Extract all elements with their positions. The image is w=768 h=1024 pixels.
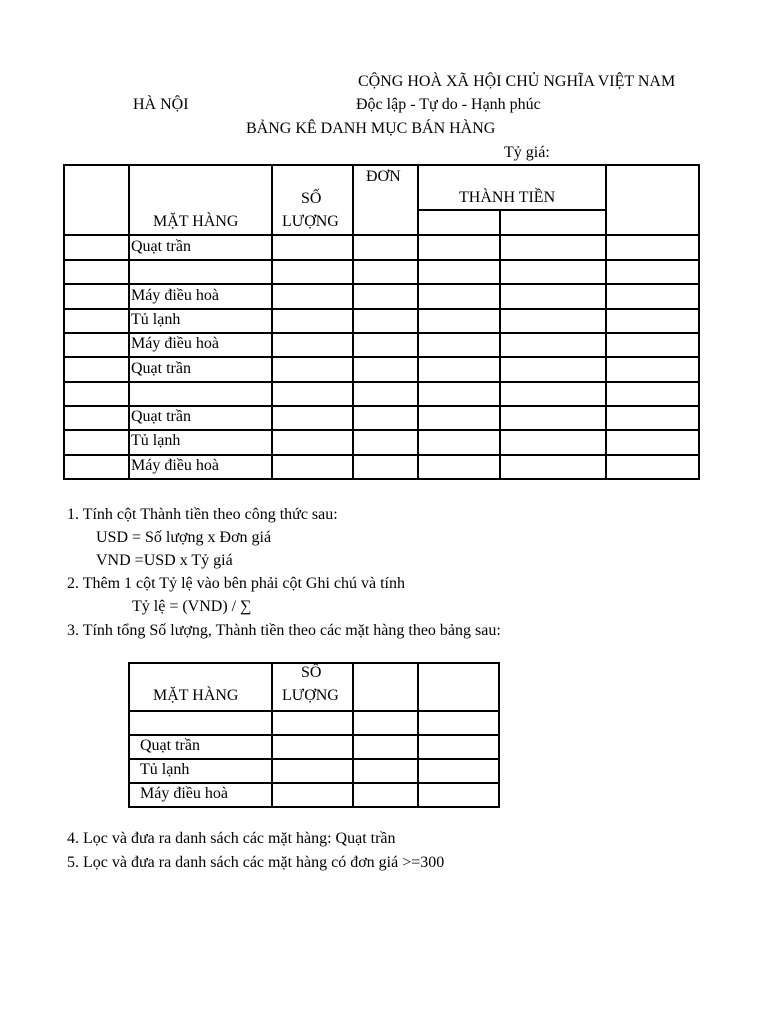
table-border xyxy=(417,662,419,808)
table-border xyxy=(128,758,500,760)
instruction-step-2: 2. Thêm 1 cột Tỷ lệ vào bên phải cột Ghi chú và tính xyxy=(67,575,405,592)
instruction-formula-ratio: Tỷ lệ = (VND) / ∑ xyxy=(132,598,252,615)
page-title: BẢNG KÊ DANH MỤC BÁN HÀNG xyxy=(246,120,496,137)
table-border xyxy=(128,782,500,784)
exchange-rate-label: Tỷ giá: xyxy=(504,144,550,161)
column-header-item: MẶT HÀNG xyxy=(153,213,239,230)
motto: Độc lập - Tự do - Hạnh phúc xyxy=(356,96,541,113)
summary-row-item: Quạt trần xyxy=(140,737,200,754)
summary-header-qty-line2: LƯỢNG xyxy=(282,687,339,704)
table-border xyxy=(352,662,354,808)
column-header-price: ĐƠN xyxy=(366,168,401,185)
instruction-step-1: 1. Tính cột Thành tiền theo công thức sau: xyxy=(67,506,338,523)
table-row-item: Máy điều hoà xyxy=(131,287,219,304)
summary-row-item: Tủ lạnh xyxy=(140,761,190,778)
table-border xyxy=(128,806,500,808)
instruction-step-4: 4. Lọc và đưa ra danh sách các mặt hàng: Quạt trần xyxy=(67,830,396,847)
table-row-item: Máy điều hoà xyxy=(131,457,219,474)
republic-heading: CỘNG HOÀ XÃ HỘI CHỦ NGHĨA VIỆT NAM xyxy=(358,73,676,90)
table-border xyxy=(498,662,500,808)
column-header-total: THÀNH TIỀN xyxy=(459,189,556,206)
table-row-item: Quạt trần xyxy=(131,408,191,425)
summary-header-qty-line1: SỐ xyxy=(301,664,322,681)
table-border xyxy=(128,662,130,808)
summary-row-item: Máy điều hoà xyxy=(140,785,228,802)
table-border xyxy=(128,710,500,712)
instruction-step-3: 3. Tính tổng Số lượng, Thành tiền theo các mặt hàng theo bảng sau: xyxy=(67,622,501,639)
table-row-item: Quạt trần xyxy=(131,360,191,377)
table-row-item: Tủ lạnh xyxy=(131,432,181,449)
table-row-item: Máy điều hoà xyxy=(131,335,219,352)
table-border xyxy=(271,662,273,808)
instruction-formula-usd: USD = Số lượng x Đơn giá xyxy=(96,529,272,546)
column-header-qty-line2: LƯỢNG xyxy=(282,213,339,230)
summary-header-item: MẶT HÀNG xyxy=(153,687,239,704)
instruction-formula-vnd: VND =USD x Tỷ giá xyxy=(96,552,233,569)
table-row-item: Tủ lạnh xyxy=(131,311,181,328)
column-header-qty-line1: SỐ xyxy=(301,190,322,207)
table-row-item: Quạt trần xyxy=(131,238,191,255)
instruction-step-5: 5. Lọc và đưa ra danh sách các mặt hàng có đơn giá >=300 xyxy=(67,854,445,871)
table-border xyxy=(128,734,500,736)
city-label: HÀ NỘI xyxy=(133,96,189,113)
